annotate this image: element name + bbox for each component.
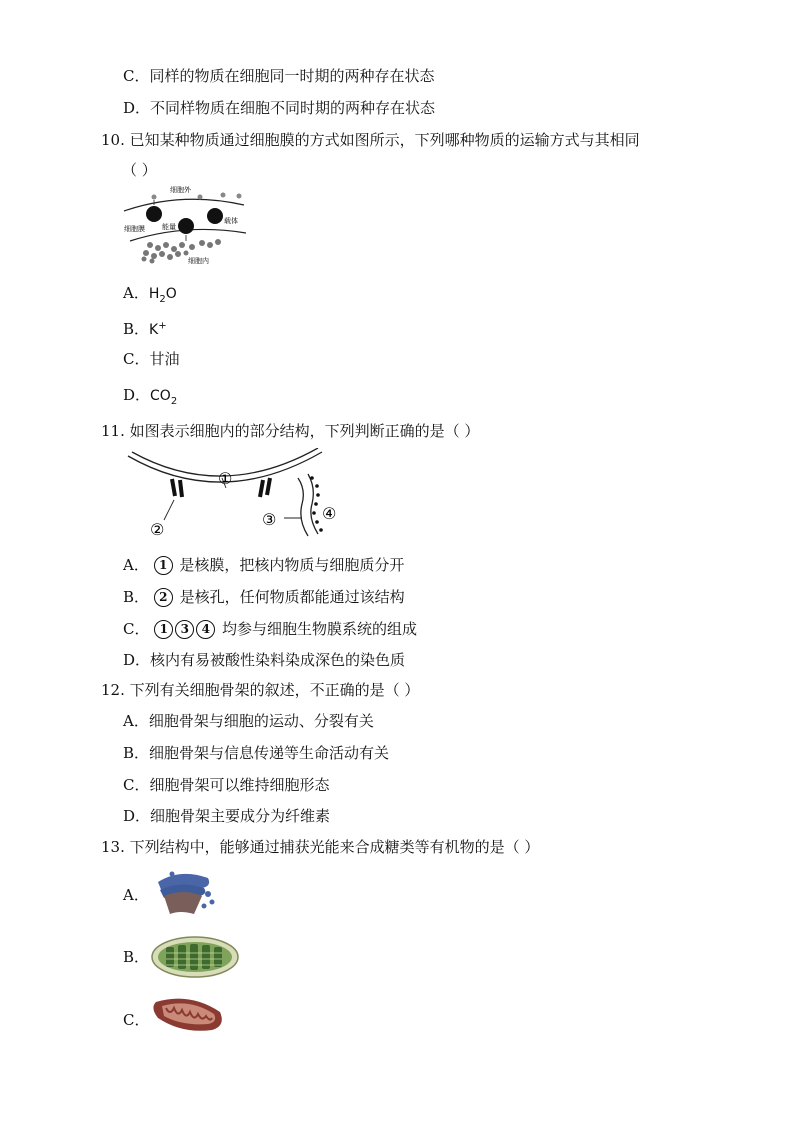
q11-option-a [123,554,404,575]
q10-carrier-protein [146,206,162,222]
q10-stem: 10. 已知某种物质通过细胞膜的方式如图所示，下列哪种物质的运输方式与其相同 [101,131,640,149]
q10-option-a-subscript: 2 [159,293,166,305]
q12-option-a: A．细胞骨架与细胞的运动、分裂有关 [123,712,374,730]
q11-marker-1: ① [218,469,233,488]
q12-option-c: C．细胞骨架可以维持细胞形态 [123,776,330,794]
q11-option-b-text: 是核孔，任何物质都能通过该结构 [174,588,405,606]
q10-option-d-formula: CO [150,388,171,404]
q11-option-a-circled-number: 1 [154,556,173,575]
q10-option-b-prefix: B． [123,320,150,338]
q13-option-b: B． [123,948,150,966]
q9-option-d: D．不同样物质在细胞不同时期的两种存在状态 [123,99,436,117]
q11-marker-4: ④ [322,504,337,523]
q11-option-a-text: 是核膜，把核内物质与细胞质分开 [174,556,405,574]
q10-option-a-formula: H [148,286,160,302]
q10-option-d [123,384,177,407]
q11-marker-3: ③ [262,510,277,529]
q10-option-a-formula-tail: O [165,286,177,302]
q11-option-c-text: 均参与细胞生物膜系统的组成 [217,620,418,638]
q11-option-c-circled-number: 1 [154,620,173,639]
q10-option-b-superscript: + [158,320,167,332]
q12-option-d: D．细胞骨架主要成分为纤维素 [123,807,331,825]
q13-option-a: A． [123,886,149,904]
q10-label-energy: 能量 [162,223,176,231]
q11-option-c-prefix: C． [123,620,150,638]
q9-option-c: C．同样的物质在细胞同一时期的两种存在状态 [123,67,435,85]
q10-option-d-prefix: D． [123,386,151,404]
q13-chloroplast-image [150,935,240,979]
q11-stem: 11. 如图表示细胞内的部分结构，下列判断正确的是（ ） [101,422,480,440]
q10-label-carrier: 载体 [224,217,238,225]
q12-option-b: B．细胞骨架与信息传递等生命活动有关 [123,744,390,762]
q11-option-b [123,586,405,607]
q12-stem: 12. 下列有关细胞骨架的叙述，不正确的是（ ） [101,681,420,699]
q10-option-b-formula: K [149,322,159,338]
q11-option-d: D．核内有易被酸性染料染成深色的染色质 [123,651,406,669]
q10-option-c: C．甘油 [123,350,180,368]
q10-label-membrane: 细胞膜 [124,225,145,233]
q11-option-c-circled-number: 4 [196,620,215,639]
q11-option-b-prefix: B． [123,588,150,606]
q11-marker-2: ② [150,520,165,539]
q10-option-b [123,318,167,339]
q13-option-c: C． [123,1011,150,1029]
q10-label-inside: 细胞内 [188,257,209,265]
q10-option-d-subscript: 2 [170,395,178,407]
q10-option-a [123,282,177,305]
q11-option-c [123,618,417,639]
q10-label-outside: 细胞外 [170,186,191,194]
q10-option-a-prefix: A． [123,284,149,302]
q10-answer-paren: （ ） [122,161,157,179]
q11-nucleus-structure-figure [122,448,344,542]
q10-membrane-transport-figure [122,183,250,265]
q10-carrier-protein [207,208,223,224]
q11-option-a-prefix: A． [123,556,149,574]
q13-golgi-apparatus-image [150,866,220,916]
q13-mitochondrion-image [150,990,226,1038]
q11-option-c-circled-number: 3 [175,620,194,639]
q13-stem: 13. 下列结构中，能够通过捕获光能来合成糖类等有机物的是（ ） [101,838,540,856]
q11-option-b-circled-number: 2 [154,588,173,607]
q10-carrier-protein [178,218,194,234]
